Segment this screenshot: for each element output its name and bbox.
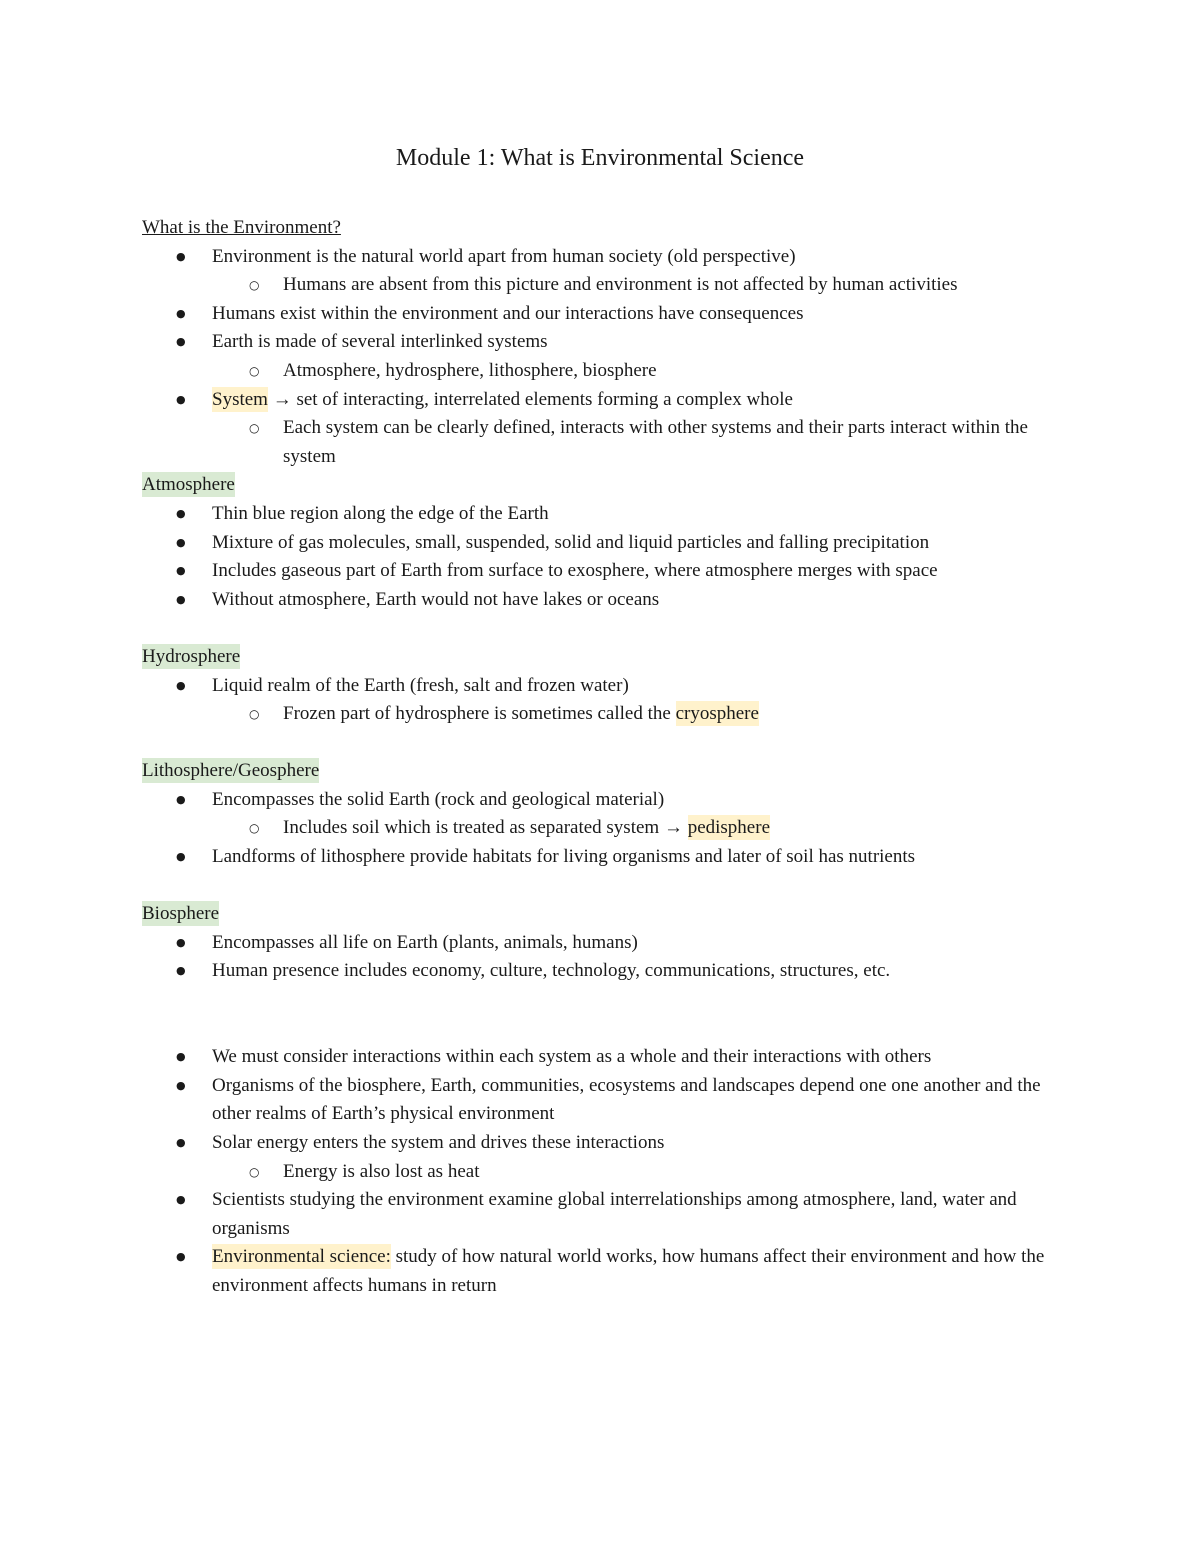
bullet-icon: ● — [176, 1078, 186, 1092]
list-item: ● Thin blue region along the edge of the Earth — [142, 500, 1072, 529]
list-item: ● Environment is the natural world apart from human society (old perspective) — [142, 243, 1072, 272]
sub-list-item: ○ Energy is also lost as heat — [142, 1158, 1072, 1187]
bullet-icon: ● — [176, 306, 186, 320]
bullet-icon: ● — [176, 792, 186, 806]
bullet-icon: ● — [176, 964, 186, 978]
list-item: ● Without atmosphere, Earth would not have lakes or oceans — [142, 586, 1072, 615]
bullet-icon: ● — [176, 1050, 186, 1064]
list-item: ● Organisms of the biosphere, Earth, communities, ecosystems and landscapes depend one one another and the other realms of Earth’s physical environment — [142, 1072, 1072, 1129]
sub-bullet-icon: ○ — [249, 821, 260, 836]
list-item: ● Liquid realm of the Earth (fresh, salt and frozen water) — [142, 672, 1072, 701]
bullet-icon: ● — [176, 392, 186, 406]
sub-bullet-icon: ○ — [249, 278, 260, 293]
list-item: ● Encompasses all life on Earth (plants, animals, humans) — [142, 929, 1072, 958]
sub-list-item: ○ Frozen part of hydrosphere is sometimes called the cryosphere — [142, 700, 1072, 729]
highlighted-term: pedisphere — [687, 817, 771, 839]
list-item: ● Earth is made of several interlinked systems — [142, 328, 1072, 357]
section-heading-atmosphere: Atmosphere — [142, 474, 235, 496]
list-item: ● System → set of interacting, interrelated elements forming a complex whole — [142, 386, 1072, 415]
highlighted-term: Environmental science: — [212, 1246, 391, 1268]
bullet-icon: ● — [176, 592, 186, 606]
sub-list-item: ○ Atmosphere, hydrosphere, lithosphere, biosphere — [142, 357, 1072, 386]
bullet-icon: ● — [176, 535, 186, 549]
bullet-icon: ● — [176, 935, 186, 949]
bullet-icon: ● — [176, 564, 186, 578]
list-item: ● Encompasses the solid Earth (rock and geological material) — [142, 786, 1072, 815]
sub-list-item: ○ Each system can be clearly defined, interacts with other systems and their parts interact within the system — [142, 414, 1072, 471]
list-item: ● Environmental science: study of how natural world works, how humans affect their environment and how the environment affects humans in return — [142, 1243, 1072, 1300]
bullet-icon: ● — [176, 506, 186, 520]
list-item: ● Includes gaseous part of Earth from surface to exosphere, where atmosphere merges with space — [142, 557, 1072, 586]
section-heading-environment: What is the Environment? — [142, 217, 341, 238]
sub-bullet-icon: ○ — [249, 707, 260, 722]
sub-bullet-icon: ○ — [249, 1164, 260, 1179]
list-item: ● Humans exist within the environment and our interactions have consequences — [142, 300, 1072, 329]
notes-body — [142, 214, 1072, 1301]
list-item: ● Mixture of gas molecules, small, suspended, solid and liquid particles and falling precipitation — [142, 529, 1072, 558]
bullet-icon: ● — [176, 1136, 186, 1149]
sub-list-item: ○ Includes soil which is treated as separated system → pedisphere — [142, 814, 1072, 843]
section-heading-lithosphere: Lithosphere/Geosphere — [142, 760, 320, 782]
bullet-icon: ● — [176, 678, 186, 692]
list-item: ● We must consider interactions within each system as a whole and their interactions with others — [142, 1043, 1072, 1072]
highlighted-term: System — [212, 388, 268, 410]
sub-list-item: ○ Humans are absent from this picture and environment is not affected by human activities — [142, 271, 1072, 300]
section-heading-biosphere: Biosphere — [142, 903, 220, 925]
highlighted-term: cryosphere — [675, 703, 759, 725]
bullet-icon: ● — [176, 850, 186, 864]
sub-bullet-icon: ○ — [249, 421, 260, 436]
section-heading-hydrosphere: Hydrosphere — [142, 645, 241, 667]
page-title: Module 1: What is Environmental Science — [395, 145, 805, 171]
bullet-icon: ● — [176, 1193, 186, 1207]
bullet-icon: ● — [176, 1250, 186, 1264]
list-item: ● Solar energy enters the system and drives these interactions — [142, 1129, 1072, 1158]
sub-bullet-icon: ○ — [249, 363, 260, 378]
bullet-icon: ● — [176, 335, 186, 349]
list-item: ● Scientists studying the environment examine global interrelationships among atmosphere, land, water and organisms — [142, 1186, 1072, 1243]
list-item: ● Landforms of lithosphere provide habitats for living organisms and later of soil has nutrients — [142, 843, 1072, 872]
bullet-icon: ● — [176, 249, 186, 263]
list-item: ● Human presence includes economy, culture, technology, communications, structures, etc. — [142, 957, 1072, 986]
